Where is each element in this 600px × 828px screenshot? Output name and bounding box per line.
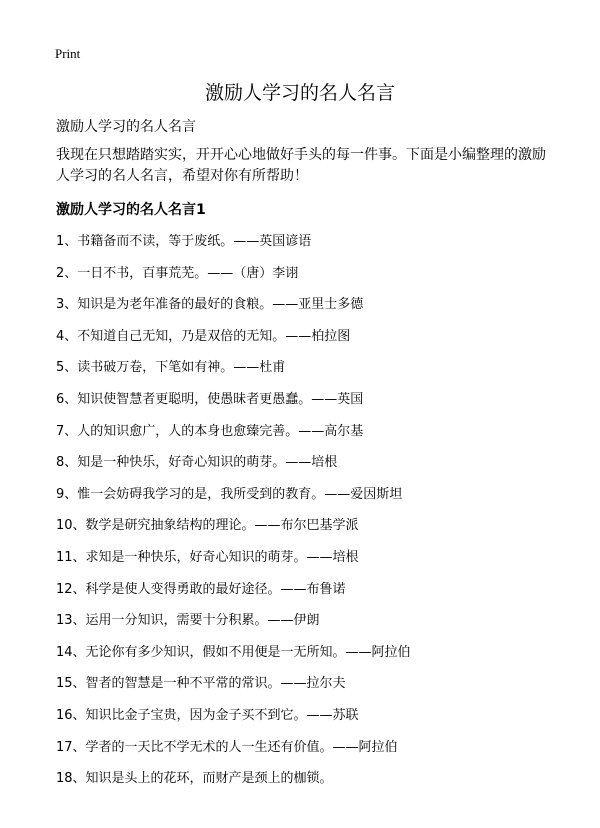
intro-paragraph: 我现在只想踏踏实实，开开心心地做好手头的每一件事。下面是小编整理的激励人学习的名人名言，希望对你有所帮助！ xyxy=(56,147,546,184)
quote-item: 9、惟一会妨碍我学习的是，我所受到的教育。——爱因斯坦 xyxy=(56,486,403,502)
quote-item: 12、科学是使人变得勇敢的最好途径。——布鲁诺 xyxy=(56,581,346,597)
quote-item: 18、知识是头上的花环，而财产是颈上的枷锁。 xyxy=(56,771,333,787)
quote-list xyxy=(56,233,556,788)
quote-item: 13、运用一分知识，需要十分积累。——伊朗 xyxy=(56,613,320,629)
quote-item: 1、书籍备而不读，等于废纸。——英国谚语 xyxy=(56,234,312,249)
quote-item: 11、求知是一种快乐，好奇心知识的萌芽。——培根 xyxy=(56,549,359,565)
quote-item: 8、知是一种快乐，好奇心知识的萌芽。——培根 xyxy=(56,455,338,471)
section-heading: 激励人学习的名人名言1 xyxy=(56,202,206,218)
quote-item: 7、人的知识愈广，人的本身也愈臻完善。——高尔基 xyxy=(56,423,364,439)
quote-item: 4、不知道自己无知，乃是双倍的无知。——柏拉图 xyxy=(56,328,351,344)
article-subtitle: 激励人学习的名人名言 xyxy=(56,119,196,135)
quote-item: 14、无论你有多少知识，假如不用便是一无所知。——阿拉伯 xyxy=(56,644,411,660)
page-title: 激励人学习的名人名言 xyxy=(204,82,395,104)
quote-item: 5、读书破万卷，下笔如有神。——杜甫 xyxy=(56,360,286,376)
article-body xyxy=(56,118,556,802)
quote-item: 16、知识比金子宝贵，因为金子买不到它。——苏联 xyxy=(56,707,359,723)
quote-item: 6、知识使智慧者更聪明，使愚昧者更愚蠢。——英国 xyxy=(56,391,364,407)
quote-item: 10、数学是研究抽象结构的理论。——布尔巴基学派 xyxy=(56,518,359,534)
print-link[interactable]: Print xyxy=(55,46,81,61)
quote-item: 17、学者的一天比不学无术的人一生还有价值。——阿拉伯 xyxy=(56,739,398,755)
quote-item: 15、智者的智慧是一种不平常的常识。——拉尔夫 xyxy=(56,676,346,692)
quote-item: 2、一日不书，百事荒芜。——（唐）李诩 xyxy=(56,265,299,281)
quote-item: 3、知识是为老年准备的最好的食粮。——亚里士多德 xyxy=(56,297,364,313)
